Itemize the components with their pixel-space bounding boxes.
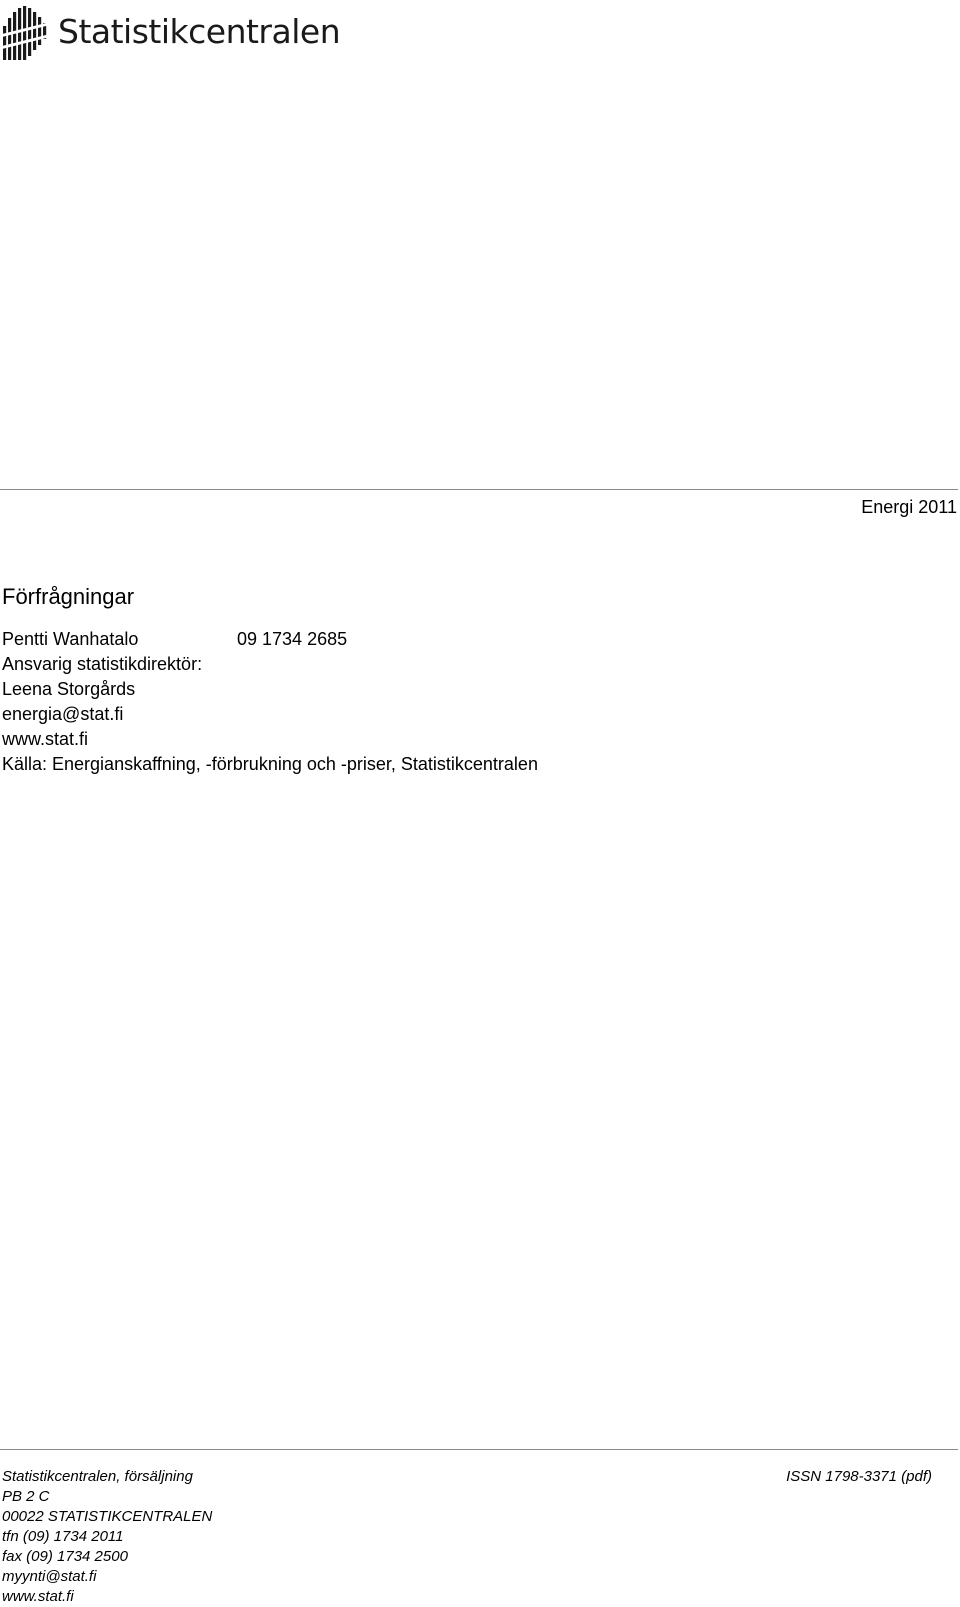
contact-name: Pentti Wanhatalo bbox=[2, 629, 139, 649]
header-logo bbox=[2, 4, 340, 64]
publication-title: Energi 2011 bbox=[861, 497, 957, 517]
footer-issn: ISSN 1798-3371 (pdf) bbox=[786, 1468, 932, 1485]
footer-email-link[interactable]: myynti@stat.fi bbox=[2, 1568, 97, 1585]
footer-website-link[interactable]: www.stat.fi bbox=[2, 1588, 74, 1605]
top-divider bbox=[0, 489, 958, 490]
director-name: Leena Storgårds bbox=[2, 679, 136, 699]
contact-email-link[interactable]: energia@stat.fi bbox=[2, 704, 124, 724]
footer-phone: tfn (09) 1734 2011 bbox=[2, 1528, 124, 1545]
source-note: Källa: Energianskaffning, -förbrukning och -priser, Statistikcentralen bbox=[2, 754, 538, 774]
contact-person-line bbox=[2, 627, 538, 652]
footer-divider bbox=[0, 1449, 958, 1450]
website-link[interactable]: www.stat.fi bbox=[2, 729, 89, 749]
director-label: Ansvarig statistikdirektör: bbox=[2, 654, 203, 674]
footer-contact-block bbox=[2, 1467, 212, 1607]
contact-phone: 09 1734 2685 bbox=[237, 629, 348, 649]
footer-fax: fax (09) 1734 2500 bbox=[2, 1548, 128, 1565]
logo-wordmark: Statistikcentralen bbox=[58, 11, 341, 51]
inquiries-heading: Förfrågningar bbox=[2, 584, 135, 609]
footer-sales: Statistikcentralen, försäljning bbox=[2, 1468, 193, 1485]
contact-block bbox=[2, 627, 538, 777]
footer-po-box: PB 2 C bbox=[2, 1488, 50, 1505]
statistikcentralen-logo-icon bbox=[2, 4, 50, 64]
footer-postal: 00022 STATISTIKCENTRALEN bbox=[2, 1508, 213, 1525]
